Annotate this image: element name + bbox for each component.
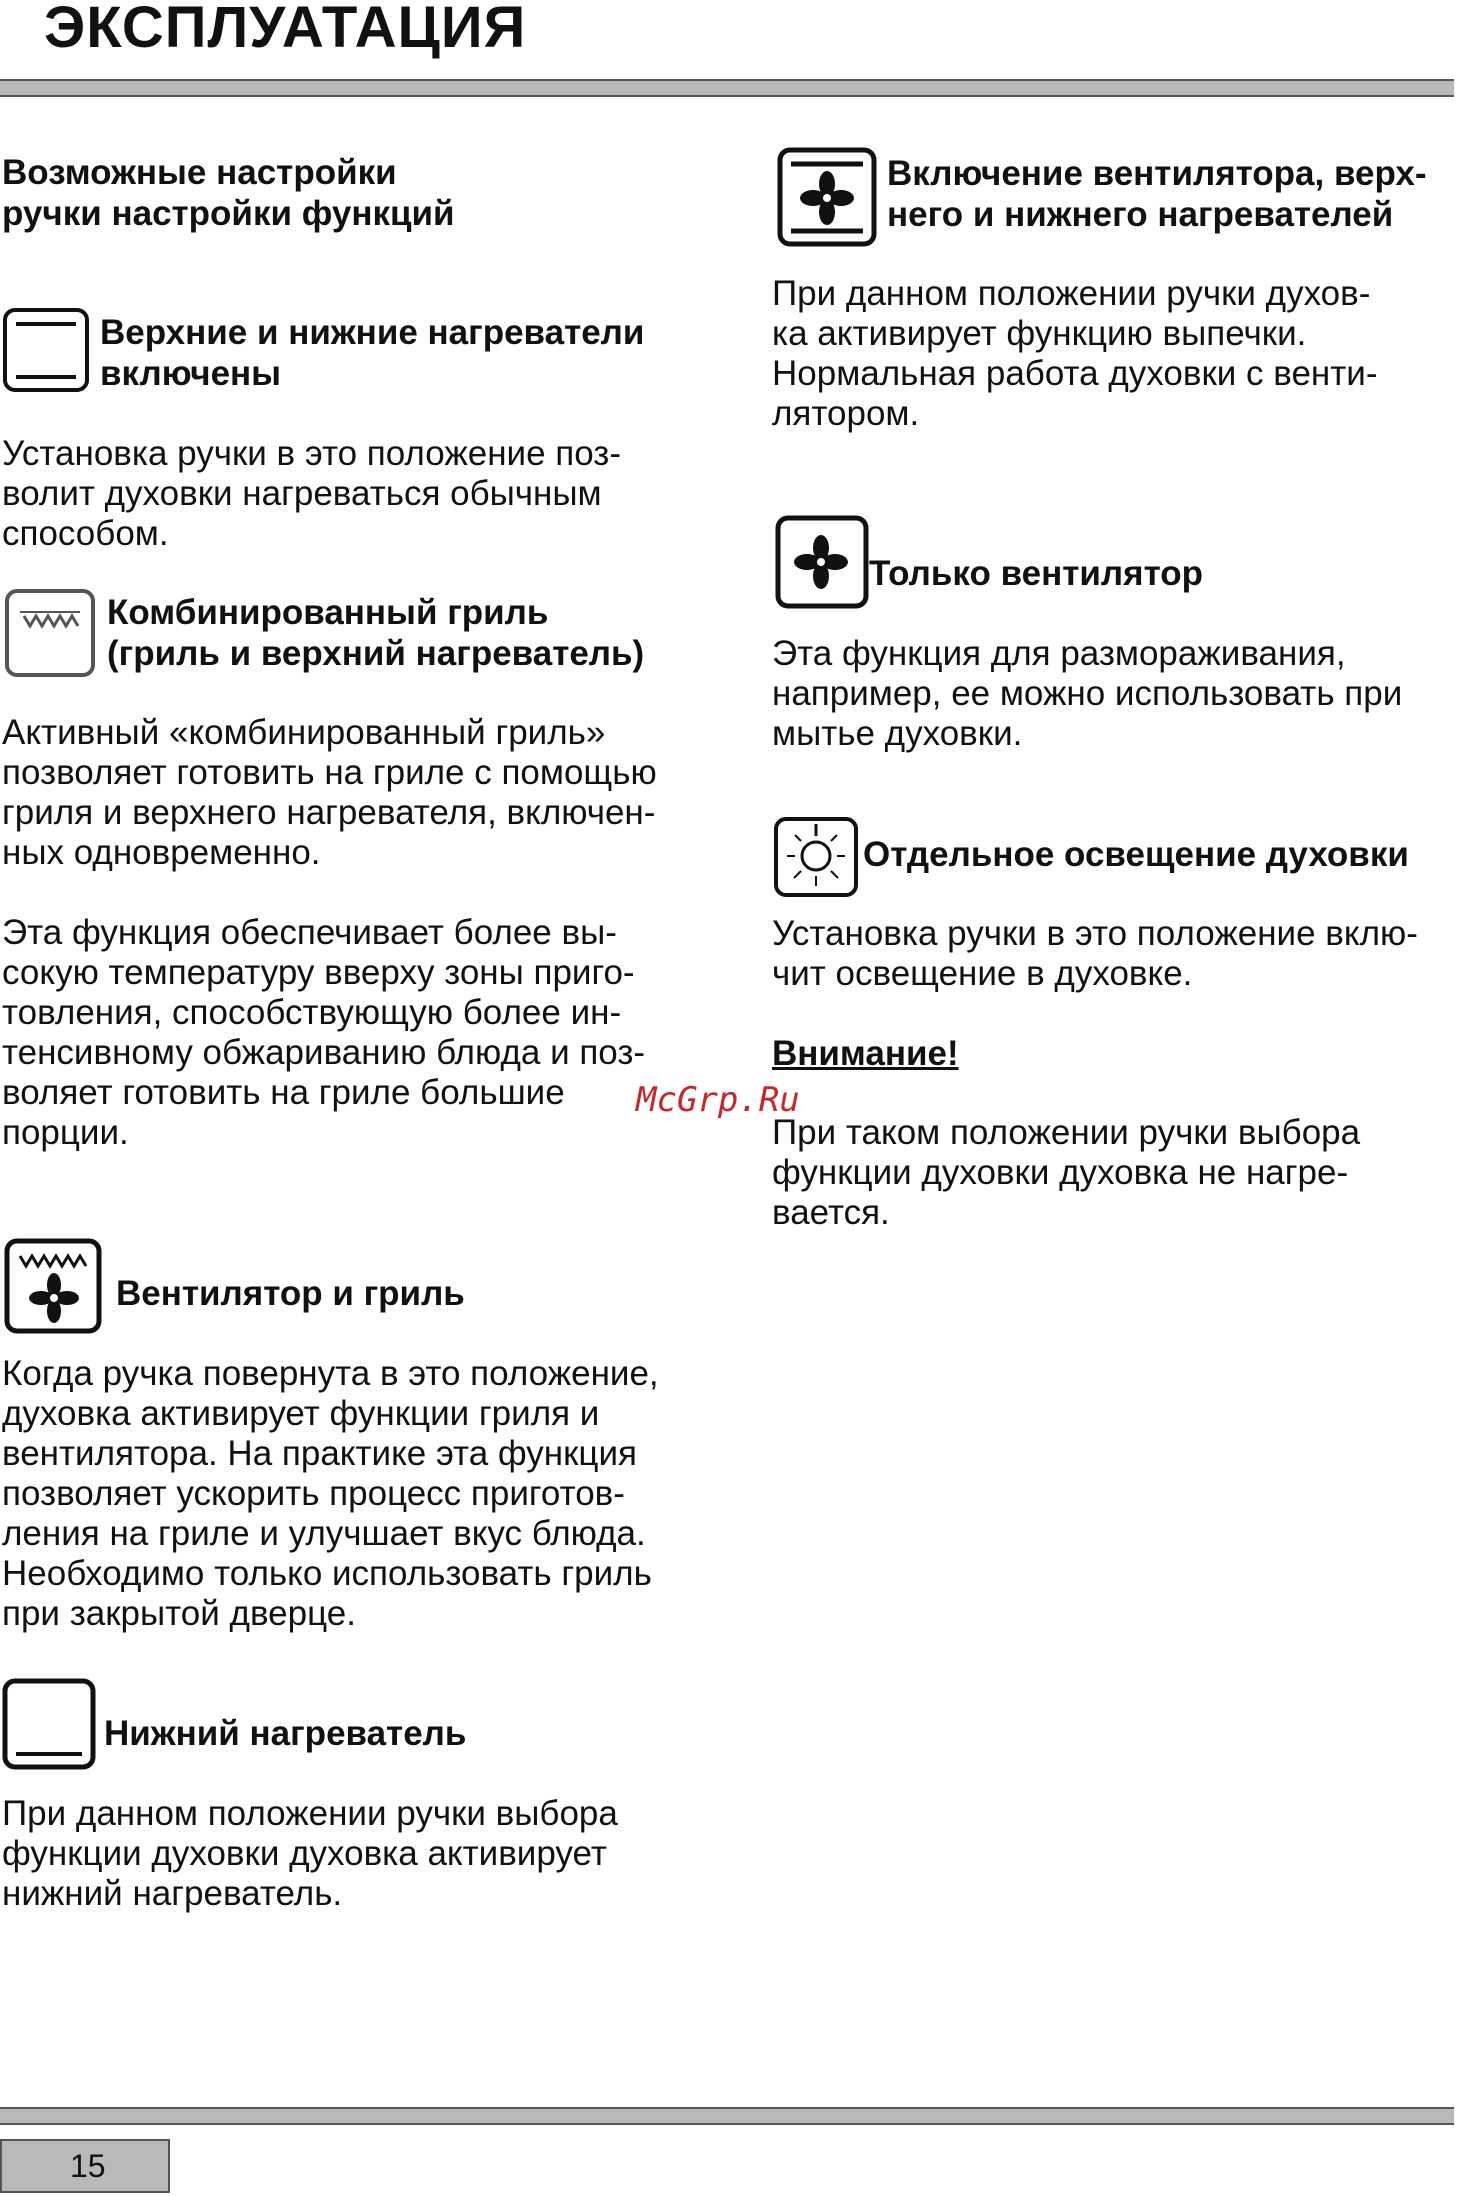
section-heading: Отдельное освещение духовки [863, 835, 1409, 874]
attention-label: Внимание! [772, 1034, 959, 1073]
section-heading: Верхние и нижние нагреватели включены [100, 313, 645, 393]
page-number: 15 [0, 2139, 170, 2193]
section-paragraph: Эта функция обеспечивает более вы- сокую температуру вверху зоны приго- товления, способствующую более ин- тенсивному обжариванию блюда и поз- воляет готовить на гриле большие порции. [2, 913, 646, 1152]
section-heading: Вентилятор и гриль [116, 1274, 465, 1313]
section-paragraph: При данном положении ручки духов- ка активирует функцию выпечки. Нормальная работа духовки с венти- лятором. [772, 274, 1378, 433]
section-heading: Комбинированный гриль (гриль и верхний нагреватель) [107, 593, 645, 673]
footer-divider [0, 2107, 1454, 2125]
section-paragraph: Эта функция для размораживания, например, ее можно использовать при мытье духовки. [772, 634, 1403, 753]
header-divider [0, 79, 1454, 97]
section-paragraph: Установка ручки в это положение поз- волит духовки нагреваться обычным способом. [2, 434, 621, 553]
section-paragraph: Установка ручки в это положение вклю- чит освещение в духовке. [772, 914, 1418, 993]
section-heading: Нижний нагреватель [104, 1714, 467, 1753]
section-paragraph: При данном положении ручки выбора функции духовки духовка активирует нижний нагреватель. [2, 1794, 618, 1913]
watermark: McGrp.Ru [636, 1080, 800, 1120]
intro-heading: Возможные настройки ручки настройки функций [2, 153, 455, 233]
fan-only-icon [775, 515, 869, 609]
section-paragraph: Когда ручка повернута в это положение, духовка активирует функции гриля и вентилятора. На практике эта функция позволяет ускорить процесс приготов- ления на гриле и улучшает вкус блюда. Необходимо только использовать гриль при закрытой дверце. [2, 1354, 659, 1633]
bottom-heater-icon [2, 1678, 96, 1770]
section-heading: Только вентилятор [869, 554, 1204, 593]
attention-paragraph: При таком положении ручки выбора функции духовки духовка не нагре- вается. [772, 1113, 1361, 1232]
fan-grill-icon [4, 1238, 102, 1334]
section-paragraph: Активный «комбинированный гриль» позволяет готовить на гриле с помощью гриля и верхнего нагревателя, включен- ных одновременно. [2, 713, 657, 872]
section-heading: Включение вентилятора, верх- него и нижнего нагревателей [887, 154, 1427, 234]
combined-grill-icon [4, 588, 96, 678]
top-bottom-heater-icon [2, 307, 90, 393]
fan-top-bottom-heater-icon [777, 147, 877, 247]
page-title: ЭКСПЛУАТАЦИЯ [44, 0, 527, 60]
oven-light-icon [773, 816, 859, 898]
